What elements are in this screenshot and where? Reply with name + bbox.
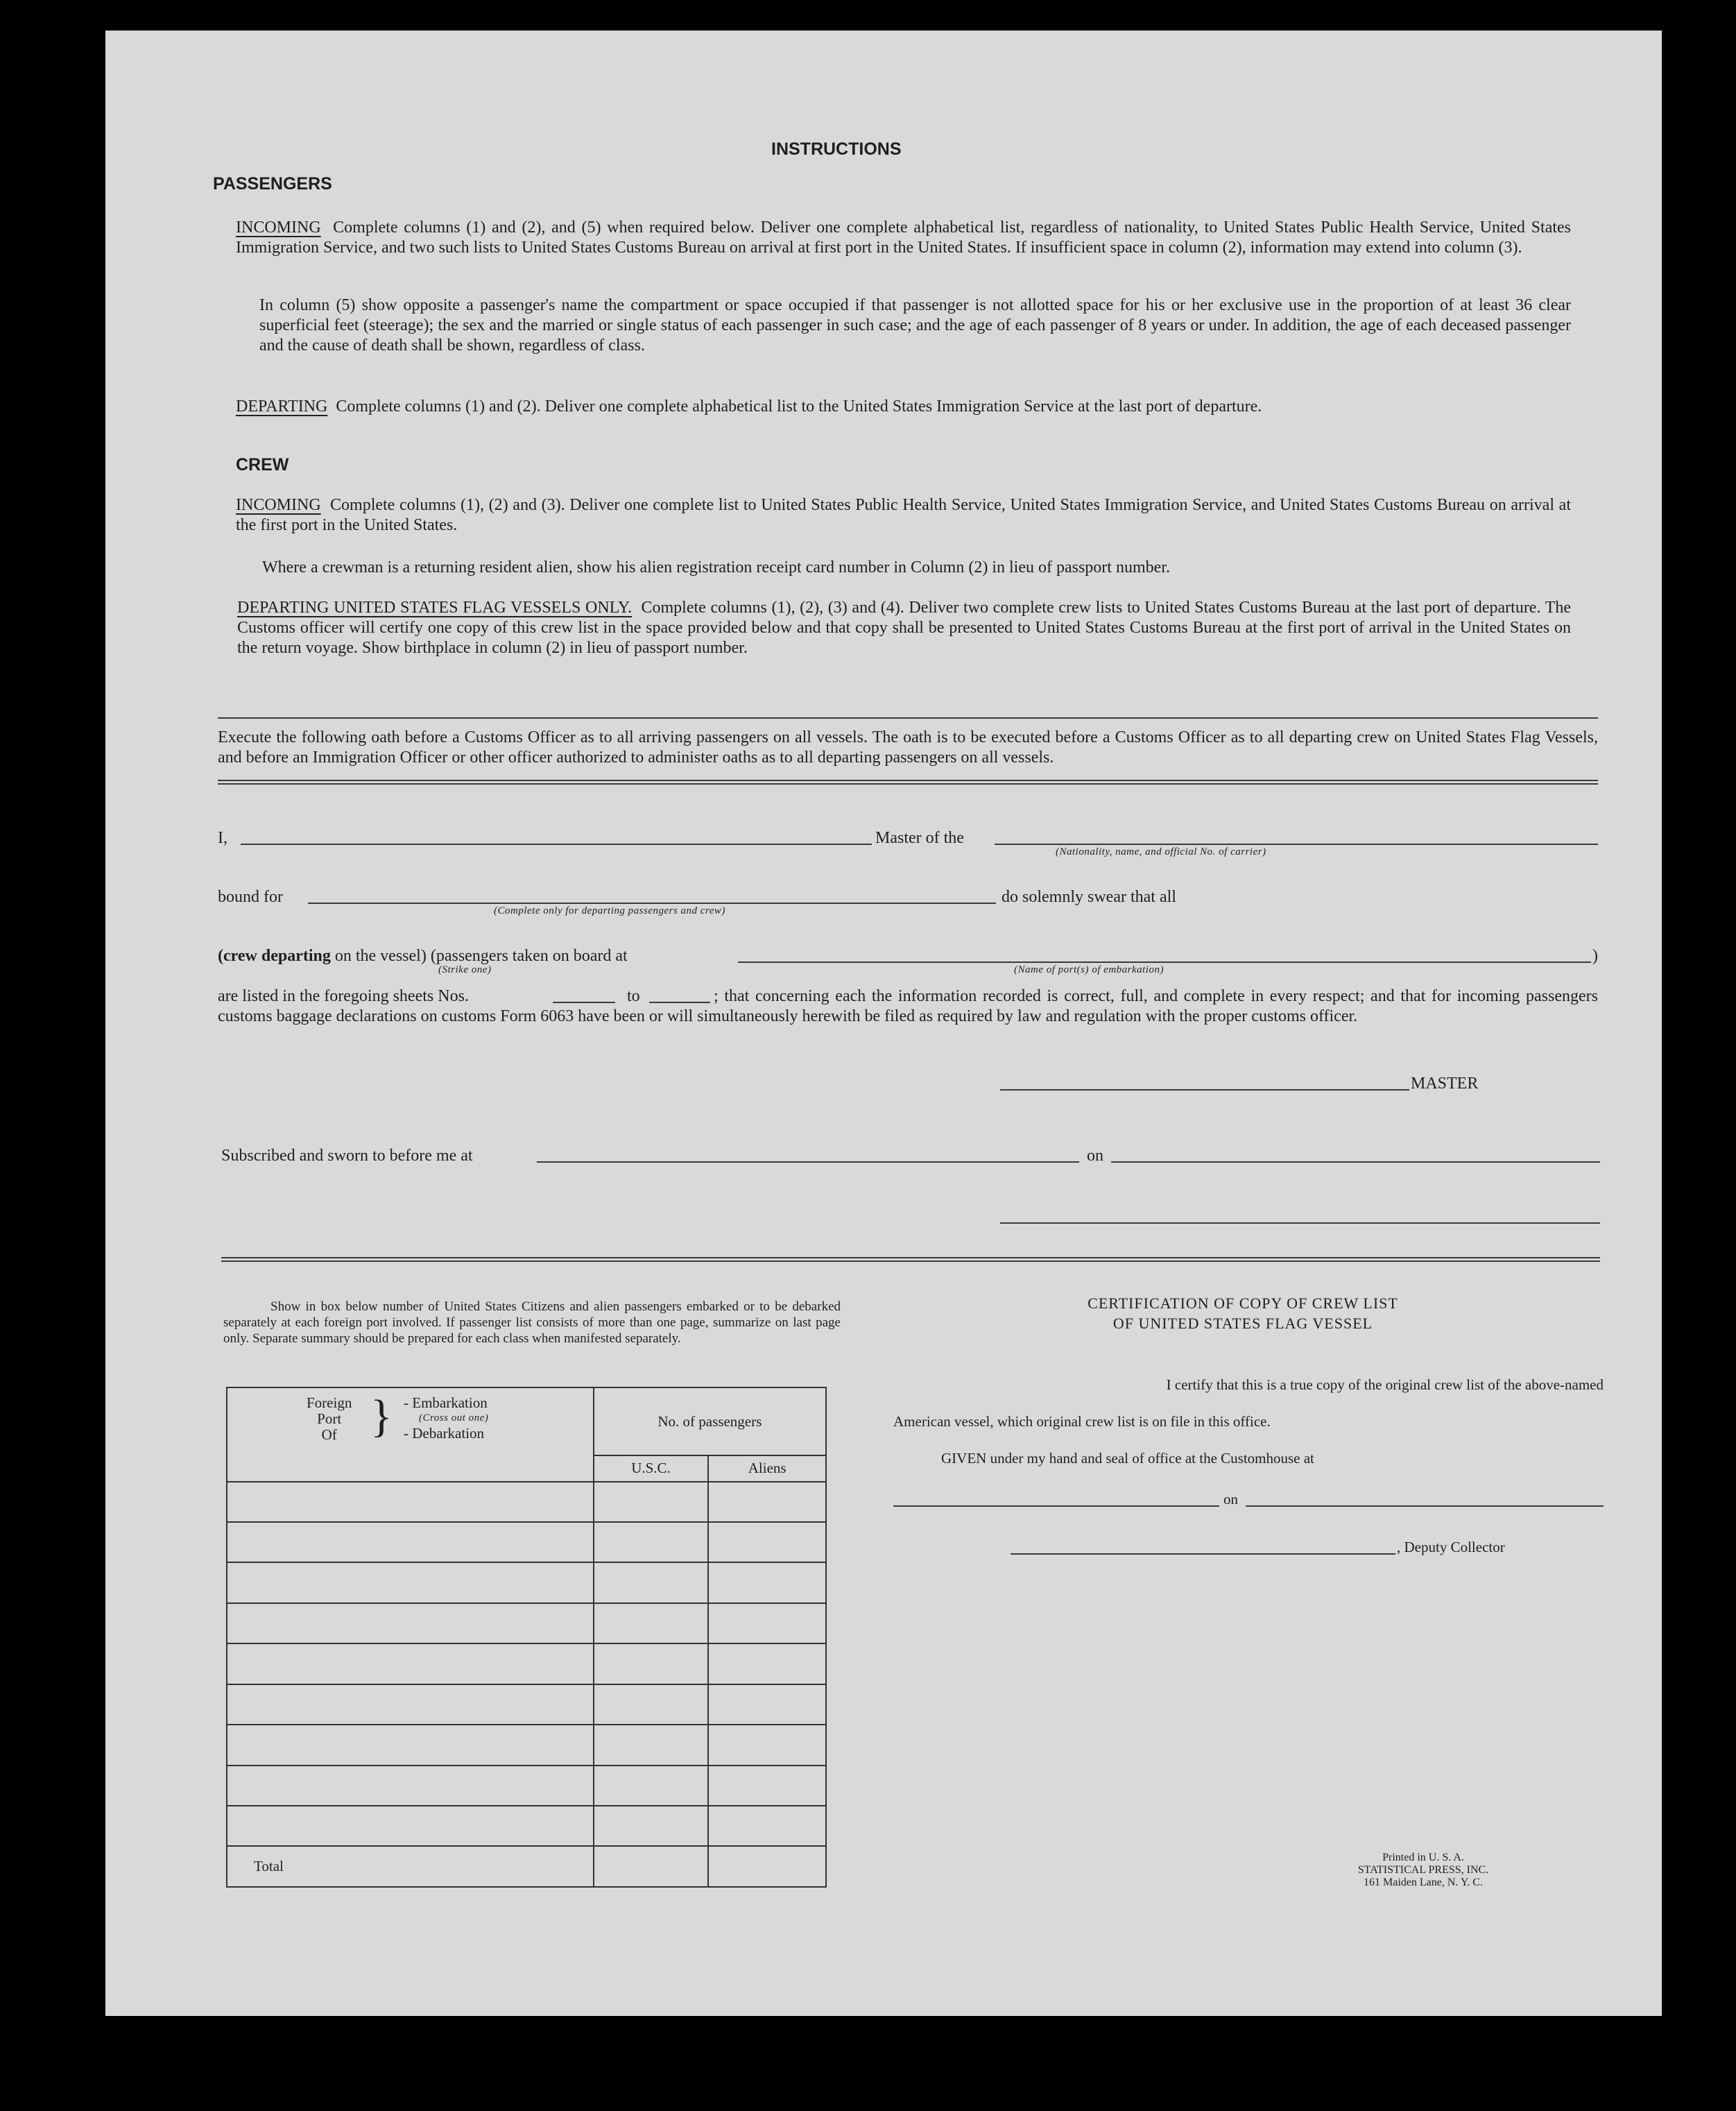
printer-line-1: Printed in U. S. A. bbox=[1382, 1852, 1464, 1863]
form-page bbox=[105, 31, 1662, 2016]
table-cell[interactable] bbox=[227, 1482, 594, 1522]
crew-incoming-text: Complete columns (1), (2) and (3). Deliver one complete list to United States Public Health Service, United States Immigration Service, and United States Customs Bureau on arrival at the first port in the United States. bbox=[236, 496, 1571, 534]
table-cell[interactable] bbox=[594, 1806, 709, 1846]
passengers-taken-text: (passengers taken on board at bbox=[430, 947, 628, 965]
bound-for-label: bound for bbox=[218, 888, 283, 906]
passengers-incoming-text: Complete columns (1) and (2), and (5) when required below. Deliver one complete alphabetical list, regardless of nationality, to United States Public Health Service, United States Immigration Service, and two such lists to United States Customs Bureau on arrival at first port in the United States. If insufficient space in column (2), information may extend into column (3). bbox=[236, 219, 1572, 257]
certification-title-1: CERTIFICATION OF COPY OF CREW LIST bbox=[1088, 1294, 1398, 1312]
certification-title bbox=[1000, 1293, 1486, 1333]
table-cell[interactable] bbox=[227, 1725, 594, 1765]
table-cell[interactable] bbox=[708, 1806, 826, 1846]
master-signature-field[interactable] bbox=[1000, 1089, 1409, 1091]
table-cell[interactable] bbox=[594, 1766, 709, 1806]
aliens-header: Aliens bbox=[708, 1455, 826, 1482]
sworn-on-label: on bbox=[1087, 1147, 1103, 1165]
table-cell[interactable] bbox=[594, 1562, 709, 1603]
certify-line-2: American vessel, which original crew list is on file in this office. bbox=[893, 1413, 1271, 1430]
table-cell[interactable] bbox=[227, 1806, 594, 1846]
total-usc-cell[interactable] bbox=[594, 1846, 709, 1887]
table-cell[interactable] bbox=[708, 1766, 826, 1806]
master-of-the-label: Master of the bbox=[875, 829, 964, 847]
table-cell[interactable] bbox=[708, 1725, 826, 1765]
cert-on-label: on bbox=[1223, 1491, 1238, 1507]
table-cell[interactable] bbox=[594, 1684, 709, 1725]
brace-glyph: } bbox=[370, 1391, 393, 1442]
table-cell[interactable] bbox=[594, 1482, 709, 1522]
printer-line-2: STATISTICAL PRESS, INC. bbox=[1357, 1864, 1489, 1876]
no-of-passengers-header: No. of passengers bbox=[594, 1387, 826, 1455]
oath-instruction: Execute the following oath before a Customs Officer as to all arriving passengers on all vessels. The oath is to be executed before a Customs Officer as to all departing crew on United States Flag Vessels, and before an Immigration Officer or other officer authorized to administer oaths as to all departing passengers on all vessels. bbox=[218, 728, 1598, 767]
crew-resident-paragraph: Where a crewman is a returning resident alien, show his alien registration receipt card number in Column (2) in lieu of passport number. bbox=[262, 558, 1170, 576]
table-cell[interactable] bbox=[227, 1766, 594, 1806]
master-name-field[interactable] bbox=[241, 844, 872, 845]
subscribed-label: Subscribed and sworn to before me at bbox=[221, 1147, 473, 1165]
double-divider bbox=[218, 780, 1598, 785]
customhouse-field[interactable] bbox=[893, 1505, 1219, 1507]
passengers-column5-paragraph: In column (5) show opposite a passenger's name the compartment or space occupied if that passenger is not allotted space for his or her exclusive use in the proportion of at least 36 clear superficial feet (steerage); the sex and the married or single status of each passenger in such case; and the age of each passenger of 8 years or under. In addition, the age of each deceased passenger and the cause of death shall be shown, regardless of class. bbox=[259, 296, 1571, 354]
on-the-vessel-text: on the vessel) bbox=[334, 947, 427, 965]
passengers-departing-label: DEPARTING bbox=[236, 398, 328, 416]
printer-imprint bbox=[1284, 1852, 1562, 1889]
listed-text-2: ; that concerning each the information recorded is correct, full, and complete in every respect; and that for incoming passengers customs baggage declarations on customs Form 6063 have been or will simultaneously herewith be filed as required by law and regulation with the proper customs officer. bbox=[218, 987, 1598, 1025]
ports-caption: (Name of port(s) of embarkation) bbox=[1014, 964, 1164, 975]
cross-out-label: (Cross out one) bbox=[419, 1412, 489, 1424]
oath-i-label: I, bbox=[218, 829, 227, 847]
debarkation-label: - Debarkation bbox=[404, 1425, 485, 1442]
listed-text-1: are listed in the foregoing sheets Nos. bbox=[218, 987, 469, 1005]
table-cell[interactable] bbox=[708, 1562, 826, 1603]
table-cell[interactable] bbox=[594, 1725, 709, 1765]
deputy-collector-label: , Deputy Collector bbox=[1397, 1539, 1505, 1555]
table-cell[interactable] bbox=[708, 1603, 826, 1643]
table-cell[interactable] bbox=[227, 1603, 594, 1643]
nationality-caption: (Nationality, name, and official No. of carrier) bbox=[1056, 846, 1266, 857]
master-label: MASTER bbox=[1411, 1075, 1479, 1093]
carrier-field[interactable] bbox=[995, 844, 1598, 845]
deputy-signature-field[interactable] bbox=[1011, 1553, 1395, 1555]
usc-header: U.S.C. bbox=[594, 1455, 709, 1482]
crew-incoming-label: INCOMING bbox=[236, 496, 321, 514]
table-cell[interactable] bbox=[594, 1522, 709, 1562]
passengers-heading: PASSENGERS bbox=[213, 174, 332, 194]
cert-date-field[interactable] bbox=[1246, 1505, 1604, 1507]
summary-note: Show in box below number of United States Citizens and alien passengers embarked or to be debarked separately at each foreign port involved. If passenger list consists of more than one page, summarize on last page only. Separate summary should be prepared for each class when manifested separately. bbox=[223, 1299, 841, 1346]
port-header-cell bbox=[227, 1387, 594, 1482]
table-cell[interactable] bbox=[708, 1482, 826, 1522]
passengers-departing-text: Complete columns (1) and (2). Deliver one complete alphabetical list to the United States Immigration Service at the last port of departure. bbox=[336, 398, 1262, 416]
officer-signature-field[interactable] bbox=[1000, 1222, 1600, 1224]
table-cell[interactable] bbox=[227, 1562, 594, 1603]
to-label: to bbox=[627, 987, 640, 1005]
table-cell[interactable] bbox=[708, 1522, 826, 1562]
crew-departing-label: DEPARTING UNITED STATES FLAG VESSELS ONLY. bbox=[237, 599, 633, 617]
table-cell[interactable] bbox=[227, 1684, 594, 1725]
crew-departing-paragraph bbox=[237, 598, 1571, 658]
crew-incoming-paragraph bbox=[236, 495, 1571, 536]
crew-departing-text: Complete columns (1), (2), (3) and (4). Deliver two complete crew lists to United States Customs Bureau at the last port of departure. The Customs officer will certify one copy of this crew list in the space provided below and that copy shall be presented to United States Customs Bureau at the first port of arrival in the United States on the return voyage. Show birthplace in column (2) in lieu of passport number. bbox=[237, 599, 1571, 657]
table-cell[interactable] bbox=[594, 1643, 709, 1684]
crew-passenger-line bbox=[218, 946, 628, 966]
embarkation-label: - Embarkation bbox=[404, 1394, 488, 1411]
certification-title-2: OF UNITED STATES FLAG VESSEL bbox=[1112, 1315, 1373, 1332]
of-label: Of bbox=[321, 1426, 337, 1443]
table-cell[interactable] bbox=[227, 1643, 594, 1684]
sworn-place-field[interactable] bbox=[537, 1161, 1079, 1163]
sworn-date-field[interactable] bbox=[1111, 1161, 1600, 1163]
page-title: INSTRUCTIONS bbox=[771, 139, 902, 159]
port-label: Port bbox=[317, 1410, 342, 1427]
double-divider-2 bbox=[221, 1257, 1600, 1262]
total-label: Total bbox=[227, 1846, 594, 1887]
table-cell[interactable] bbox=[708, 1684, 826, 1725]
divider bbox=[218, 717, 1598, 719]
table-cell[interactable] bbox=[594, 1603, 709, 1643]
given-line: GIVEN under my hand and seal of office at the Customhouse at bbox=[941, 1450, 1314, 1467]
passenger-summary-table bbox=[226, 1387, 827, 1888]
crew-departing-text: (crew departing bbox=[218, 947, 331, 965]
passengers-incoming-paragraph bbox=[236, 218, 1571, 258]
passengers-incoming-label: INCOMING bbox=[236, 219, 321, 237]
embark-labels bbox=[404, 1395, 488, 1441]
total-aliens-cell[interactable] bbox=[708, 1846, 826, 1887]
close-paren: ) bbox=[1592, 947, 1598, 965]
bound-for-field[interactable] bbox=[308, 903, 996, 904]
port-header-labels bbox=[307, 1395, 352, 1443]
printer-line-3: 161 Maiden Lane, N. Y. C. bbox=[1364, 1877, 1483, 1888]
passengers-departing-paragraph bbox=[236, 397, 1571, 417]
table-cell[interactable] bbox=[708, 1643, 826, 1684]
ports-field[interactable] bbox=[738, 962, 1591, 963]
bound-caption: (Complete only for departing passengers and crew) bbox=[494, 905, 725, 916]
certify-line-1: I certify that this is a true copy of the original crew list of the above-named bbox=[1166, 1376, 1604, 1393]
crew-heading: CREW bbox=[236, 455, 289, 475]
swear-label: do solemnly swear that all bbox=[1002, 888, 1176, 906]
table-cell[interactable] bbox=[227, 1522, 594, 1562]
strike-one-caption: (Strike one) bbox=[438, 964, 492, 975]
foreign-label: Foreign bbox=[307, 1394, 352, 1411]
